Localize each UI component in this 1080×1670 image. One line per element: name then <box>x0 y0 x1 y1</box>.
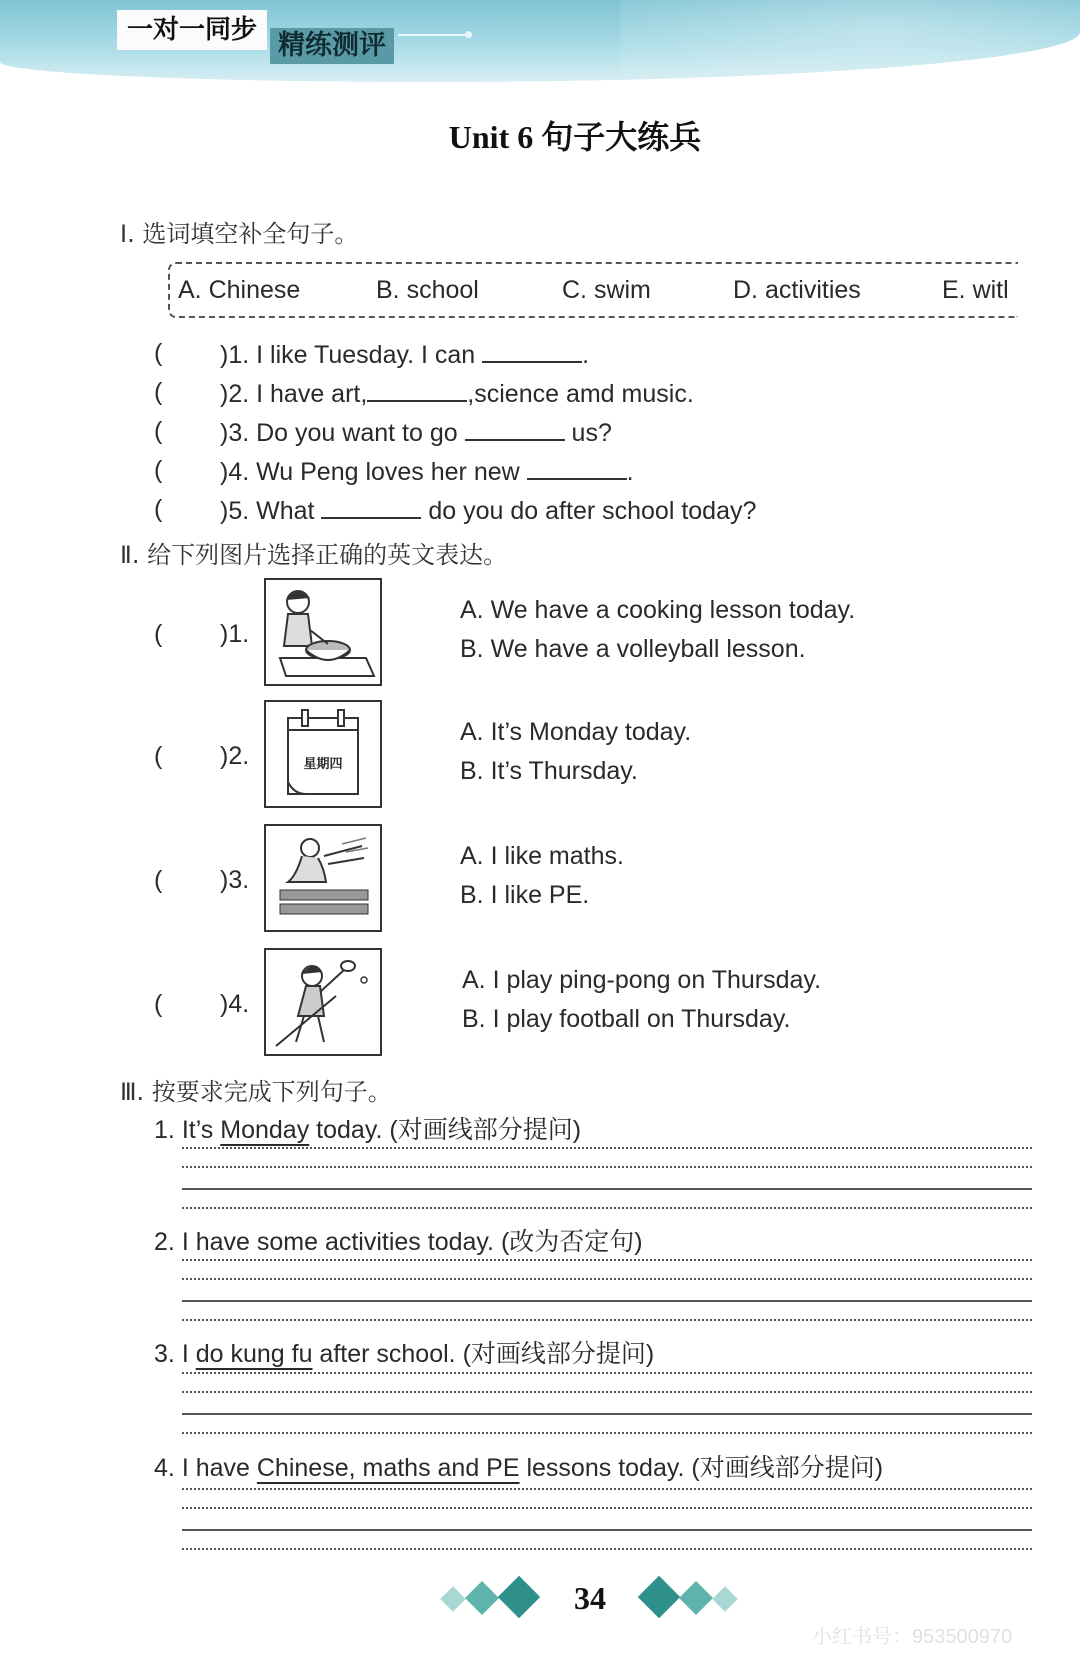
picture-1-option-a: A. We have a cooking lesson today. <box>460 596 856 624</box>
subtitle-label: 精练测评 <box>270 28 394 64</box>
writing-line[interactable] <box>182 1413 1032 1415</box>
page-number: 34 <box>574 1580 606 1616</box>
answer-paren: ( <box>154 620 163 648</box>
section-1-heading: Ⅰ. 选词填空补全句子。 <box>120 220 359 248</box>
calendar-day-label: 星期四 <box>303 757 343 772</box>
pe-picture <box>264 824 382 932</box>
picture-2-option-b: B. It’s Thursday. <box>460 757 638 785</box>
writing-line[interactable] <box>182 1278 1032 1280</box>
ping-pong-illustration <box>266 950 380 1054</box>
picture-question-number: )1. <box>220 620 250 648</box>
answer-paren: ( <box>154 990 163 1018</box>
writing-line[interactable] <box>182 1507 1032 1509</box>
rewrite-task-4: 4. I have Chinese, maths and PE lessons today. (对画线部分提问) <box>154 1454 884 1482</box>
underlined-phrase: Chinese, maths and PE <box>256 1454 520 1482</box>
picture-question-number: )3. <box>220 866 250 894</box>
cooking-illustration <box>266 580 380 684</box>
rewrite-task-2: 2. I have some activities today. (改为否定句) <box>154 1228 643 1256</box>
fill-question-1: )1. I like Tuesday. I can . <box>220 341 590 369</box>
word-option-e: E. witl <box>942 275 1009 304</box>
underlined-phrase: do kung fu <box>195 1340 313 1368</box>
writing-line[interactable] <box>182 1529 1032 1531</box>
diamond-decor-icon <box>679 1581 713 1615</box>
watermark: 小红书号：953500970 <box>812 1626 1013 1648</box>
word-option-d: D. activities <box>733 275 861 304</box>
section-3-heading: Ⅲ. 按要求完成下列句子。 <box>120 1078 392 1106</box>
answer-paren: ( <box>154 495 163 523</box>
diamond-decor-icon <box>440 1586 465 1611</box>
diamond-decor-icon <box>465 1581 499 1615</box>
writing-line[interactable] <box>182 1207 1032 1209</box>
diamond-decor-icon <box>638 1576 680 1618</box>
calendar-picture <box>264 700 382 808</box>
writing-line[interactable] <box>182 1166 1032 1168</box>
answer-blank[interactable] <box>367 378 467 402</box>
answer-paren: ( <box>154 378 163 406</box>
answer-paren: ( <box>154 742 163 770</box>
fill-question-2: )2. I have art, ,science amd music. <box>220 380 694 408</box>
calendar-illustration <box>266 702 380 806</box>
answer-paren: ( <box>154 456 163 484</box>
picture-3-option-a: A. I like maths. <box>460 842 624 870</box>
writing-line[interactable] <box>182 1259 1032 1261</box>
picture-question-number: )4. <box>220 990 250 1018</box>
word-option-c: C. swim <box>562 275 651 304</box>
pe-illustration <box>266 826 380 930</box>
cooking-picture <box>264 578 382 686</box>
diamond-decor-icon <box>712 1586 737 1611</box>
picture-1-option-b: B. We have a volleyball lesson. <box>460 635 806 663</box>
picture-4-option-a: A. I play ping-pong on Thursday. <box>462 966 822 994</box>
underlined-phrase: Monday <box>220 1116 310 1144</box>
answer-blank[interactable] <box>527 456 627 480</box>
rewrite-task-1: 1. It’s Monday today. (对画线部分提问) <box>154 1116 582 1144</box>
word-option-a: A. Chinese <box>178 275 301 304</box>
page-title: Unit 6 句子大练兵 <box>448 119 702 155</box>
answer-paren: ( <box>154 417 163 445</box>
picture-3-option-b: B. I like PE. <box>460 881 590 909</box>
fill-question-5: )5. What do you do after school today? <box>220 497 757 525</box>
subtitle-decor-line <box>398 34 468 36</box>
writing-line[interactable] <box>182 1391 1032 1393</box>
diamond-decor-icon <box>498 1576 540 1618</box>
fill-question-3: )3. Do you want to go us? <box>220 419 612 447</box>
fill-question-4: )4. Wu Peng loves her new . <box>220 458 634 486</box>
writing-line[interactable] <box>182 1319 1032 1321</box>
writing-line[interactable] <box>182 1147 1032 1149</box>
writing-line[interactable] <box>182 1548 1032 1550</box>
rewrite-task-3: 3. I do kung fu after school. (对画线部分提问) <box>154 1340 655 1368</box>
series-label: 一对一同步 <box>117 10 267 50</box>
writing-line[interactable] <box>182 1432 1032 1434</box>
picture-4-option-b: B. I play football on Thursday. <box>462 1005 791 1033</box>
word-option-b: B. school <box>376 275 479 304</box>
answer-paren: ( <box>154 339 163 367</box>
writing-line[interactable] <box>182 1488 1032 1490</box>
word-bank <box>168 262 1018 318</box>
answer-blank[interactable] <box>482 339 582 363</box>
writing-line[interactable] <box>182 1372 1032 1374</box>
answer-paren: ( <box>154 866 163 894</box>
ping-pong-picture <box>264 948 382 1056</box>
picture-2-option-a: A. It’s Monday today. <box>460 718 692 746</box>
writing-line[interactable] <box>182 1188 1032 1190</box>
section-2-heading: Ⅱ. 给下列图片选择正确的英文表达。 <box>120 541 508 569</box>
picture-question-number: )2. <box>220 742 250 770</box>
writing-line[interactable] <box>182 1300 1032 1302</box>
answer-blank[interactable] <box>465 417 565 441</box>
answer-blank[interactable] <box>321 495 421 519</box>
